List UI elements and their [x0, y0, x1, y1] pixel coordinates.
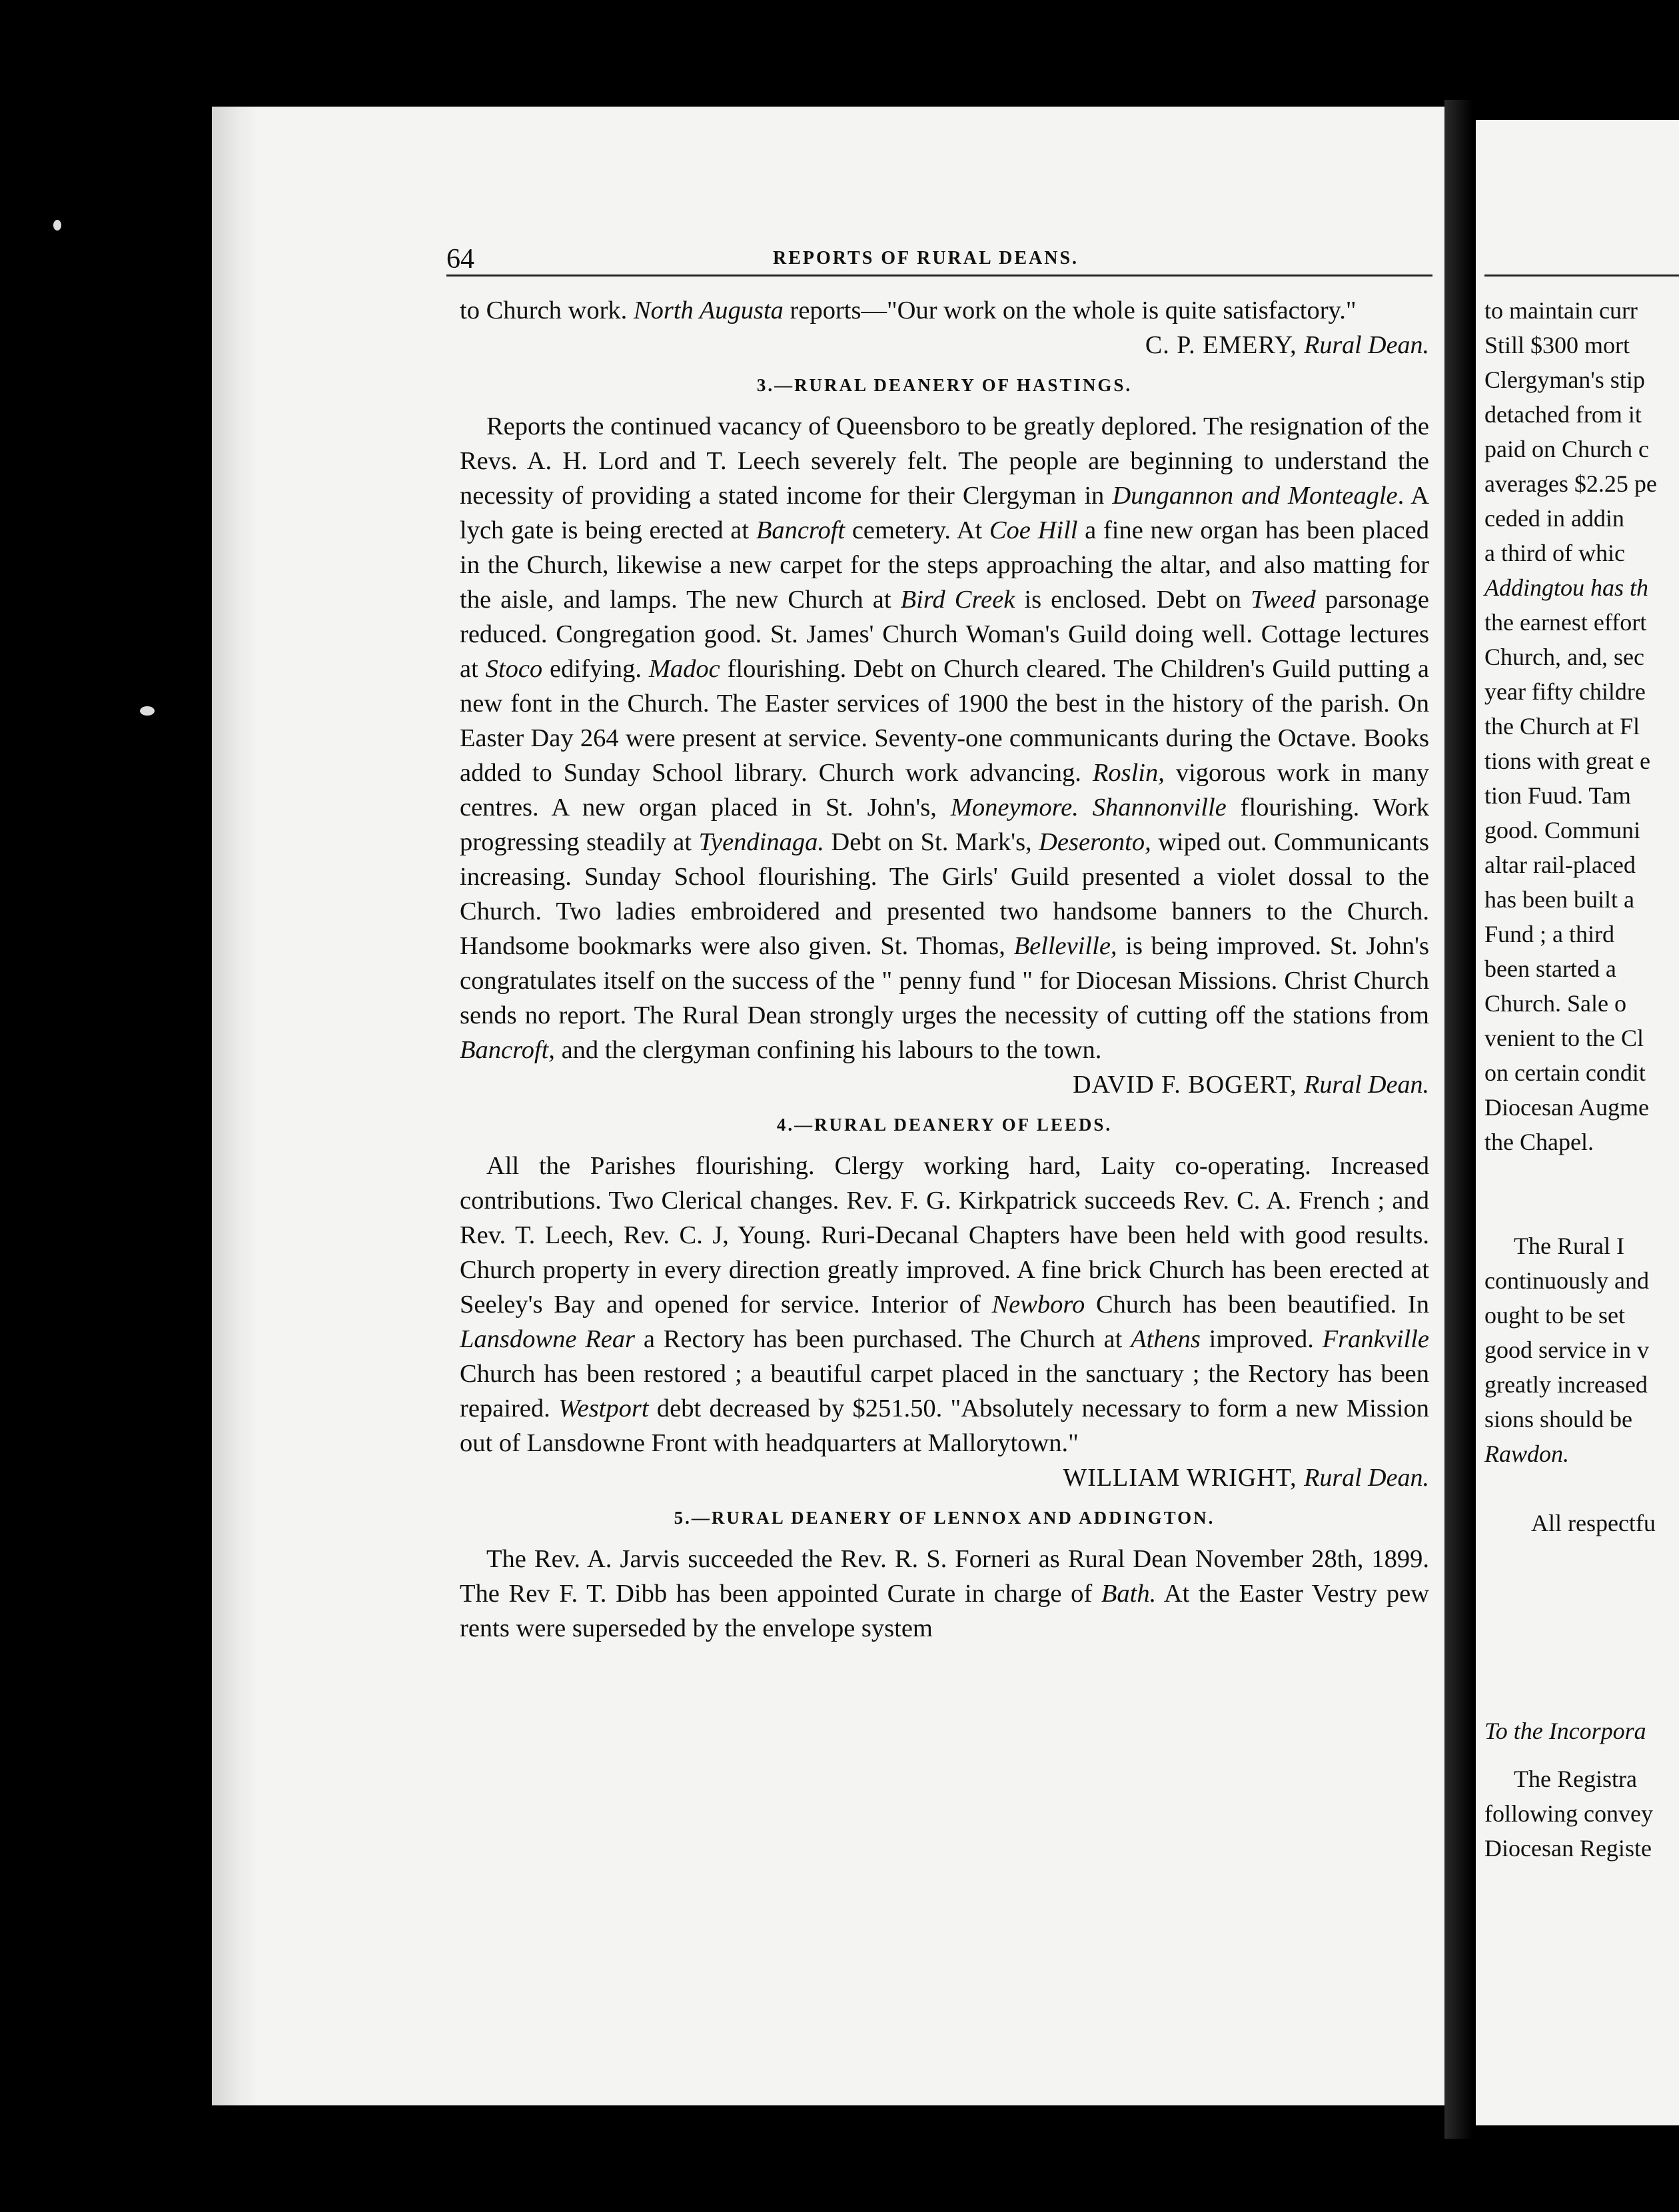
signature-bogert: DAVID F. BOGERT, Rural Dean. — [1073, 1071, 1429, 1099]
section-heading-lennox: 5.—RURAL DEANERY OF LENNOX AND ADDINGTON. — [674, 1508, 1215, 1528]
right-header-rule — [1484, 275, 1679, 276]
right-line: continuously and — [1484, 1267, 1649, 1294]
right-line: the Church at Fl — [1484, 713, 1640, 740]
right-line: Still $300 mort — [1484, 332, 1630, 358]
right-line: the Chapel. — [1484, 1129, 1594, 1155]
right-line: venient to the Cl — [1484, 1025, 1644, 1051]
right-line: year fifty childre — [1484, 678, 1646, 705]
right-line: good service in v — [1484, 1337, 1649, 1363]
opening-paragraph: to Church work. North Augusta reports—"Our work on the whole is quite satisfactory." — [460, 296, 1357, 324]
right-line: Church, and, sec — [1484, 644, 1644, 670]
right-line: averages $2.25 pe — [1484, 470, 1657, 497]
right-line: ceded in addin — [1484, 505, 1624, 532]
running-head: REPORTS OF RURAL DEANS. — [773, 248, 1079, 269]
hastings-paragraph: Reports the continued vacancy of Queensboro to be greatly deplored. The resignation of the Revs. A. H. Lord and T. Leech severely felt. The people are beginning to understand the necessity of providing a stated income for their Clergyman in Dungannon and Monteagle. A lych gate is being erected at Bancroft cemetery. At Coe Hill a fine new organ has been placed in the Church, likewise a new carpet for the steps approaching the altar, and also matting for the aisle, and lamps. The new Church at Bird Creek is enclosed. Debt on Tweed parsonage reduced. Congregation good. St. James' Church Woman's Guild doing well. Cottage lectures at Stoco edifying. Madoc flourishing. Debt on Church cleared. The Children's Guild putting a new font in the Church. The Easter services of 1900 the best in the history of the parish. On Easter Day 264 were present at service. Seventy-one communicants during the Octave. Books added to Sunday School library. Church work advancing. Roslin, vigorous work in many centres. A new organ placed in St. John's, Moneymore. Shannonville flourishing. Work progressing steadily at Tyendinaga. Debt on St. Mark's, Deseronto, wiped out. Communicants increasing. Sunday School flourishing. The Girls' Guild presented a violet dossal to the Church. Two ladies embroidered and presented two handsome banners to the Church. Handsome bookmarks were also given. St. Thomas, Belleville, is being improved. St. John's congratulates itself on the success of the " penny fund " for Diocesan Missions. Christ Church sends no report. The Rural Dean strongly urges the necessity of cutting off the stations from Bancroft, and the clergyman confining his labours to the town. — [460, 412, 1429, 1064]
left-page-body — [460, 293, 1429, 1646]
right-line: greatly increased — [1484, 1371, 1648, 1398]
right-line: Rawdon. — [1484, 1440, 1570, 1467]
leeds-paragraph: All the Parishes flourishing. Clergy working hard, Laity co-operating. Increased contributions. Two Clerical changes. Rev. F. G. Kirkpatrick succeeds Rev. C. A. French ; and Rev. T. Leech, Rev. C. J, Young. Ruri-Decanal Chapters have been held with good results. Church property in every direction greatly improved. A fine brick Church has been erected at Seeley's Bay and opened for service. Interior of Newboro Church has been beautified. In Lansdowne Rear a Rectory has been purchased. The Church at Athens improved. Frankville Church has been restored ; a beautiful carpet placed in the sanctuary ; the Rectory has been repaired. Westport debt decreased by $251.50. "Absolutely necessary to form a new Mission out of Lansdowne Front with headquarters at Mallorytown." — [460, 1152, 1430, 1457]
right-page-fragments — [1484, 293, 1679, 1866]
spacer — [1484, 1540, 1679, 1714]
page-number: 64 — [446, 244, 474, 275]
right-line: following convey — [1484, 1800, 1653, 1827]
right-line: has been built a — [1484, 886, 1634, 913]
page-edge-shadow — [212, 107, 259, 2105]
right-line: Fund ; a third — [1484, 921, 1614, 947]
right-line: a third of whic — [1484, 540, 1625, 566]
section-heading-hastings: 3.—RURAL DEANERY OF HASTINGS. — [756, 375, 1133, 395]
right-line: The Rural I — [1514, 1233, 1624, 1259]
right-line: Addingtou has th — [1484, 574, 1649, 601]
spacer — [1484, 1159, 1679, 1229]
right-line: ought to be set — [1484, 1302, 1625, 1329]
lennox-paragraph: The Rev. A. Jarvis succeeded the Rev. R. S. Forneri as Rural Dean November 28th, 1899. The Rev F. T. Dibb has been appointed Curate in charge of Bath. At the Easter Vestry pew rents were superseded by the envelope system — [460, 1545, 1429, 1642]
right-line: detached from it — [1484, 401, 1642, 428]
right-line: good. Communi — [1484, 817, 1641, 843]
scan-speck — [53, 220, 61, 231]
right-line: been started a — [1484, 955, 1616, 982]
right-line: All respectfu — [1531, 1510, 1656, 1536]
right-line: on certain condit — [1484, 1059, 1646, 1086]
right-line: tion Fuud. Tam — [1484, 782, 1631, 809]
right-line: The Registra — [1514, 1766, 1637, 1792]
scan-speck — [140, 706, 155, 716]
section-heading-leeds: 4.—RURAL DEANERY OF LEEDS. — [776, 1115, 1113, 1135]
right-line: the earnest effort — [1484, 609, 1647, 636]
spacer — [1484, 1748, 1679, 1762]
right-line: altar rail-placed — [1484, 851, 1636, 878]
right-line: To the Incorpora — [1484, 1718, 1646, 1744]
header-rule — [446, 275, 1432, 276]
right-line: Church. Sale o — [1484, 990, 1626, 1017]
spacer — [1484, 1471, 1679, 1506]
right-line: Diocesan Registe — [1484, 1835, 1652, 1862]
signature-emery: C. P. EMERY, Rural Dean. — [1145, 331, 1429, 359]
signature-wright: WILLIAM WRIGHT, Rural Dean. — [1063, 1464, 1429, 1492]
right-line: sions should be — [1484, 1406, 1633, 1432]
right-line: Clergyman's stip — [1484, 366, 1645, 393]
right-line: tions with great e — [1484, 748, 1650, 774]
right-line: to maintain curr — [1484, 297, 1638, 324]
right-line: Diocesan Augme — [1484, 1094, 1649, 1121]
right-line: paid on Church c — [1484, 436, 1649, 462]
